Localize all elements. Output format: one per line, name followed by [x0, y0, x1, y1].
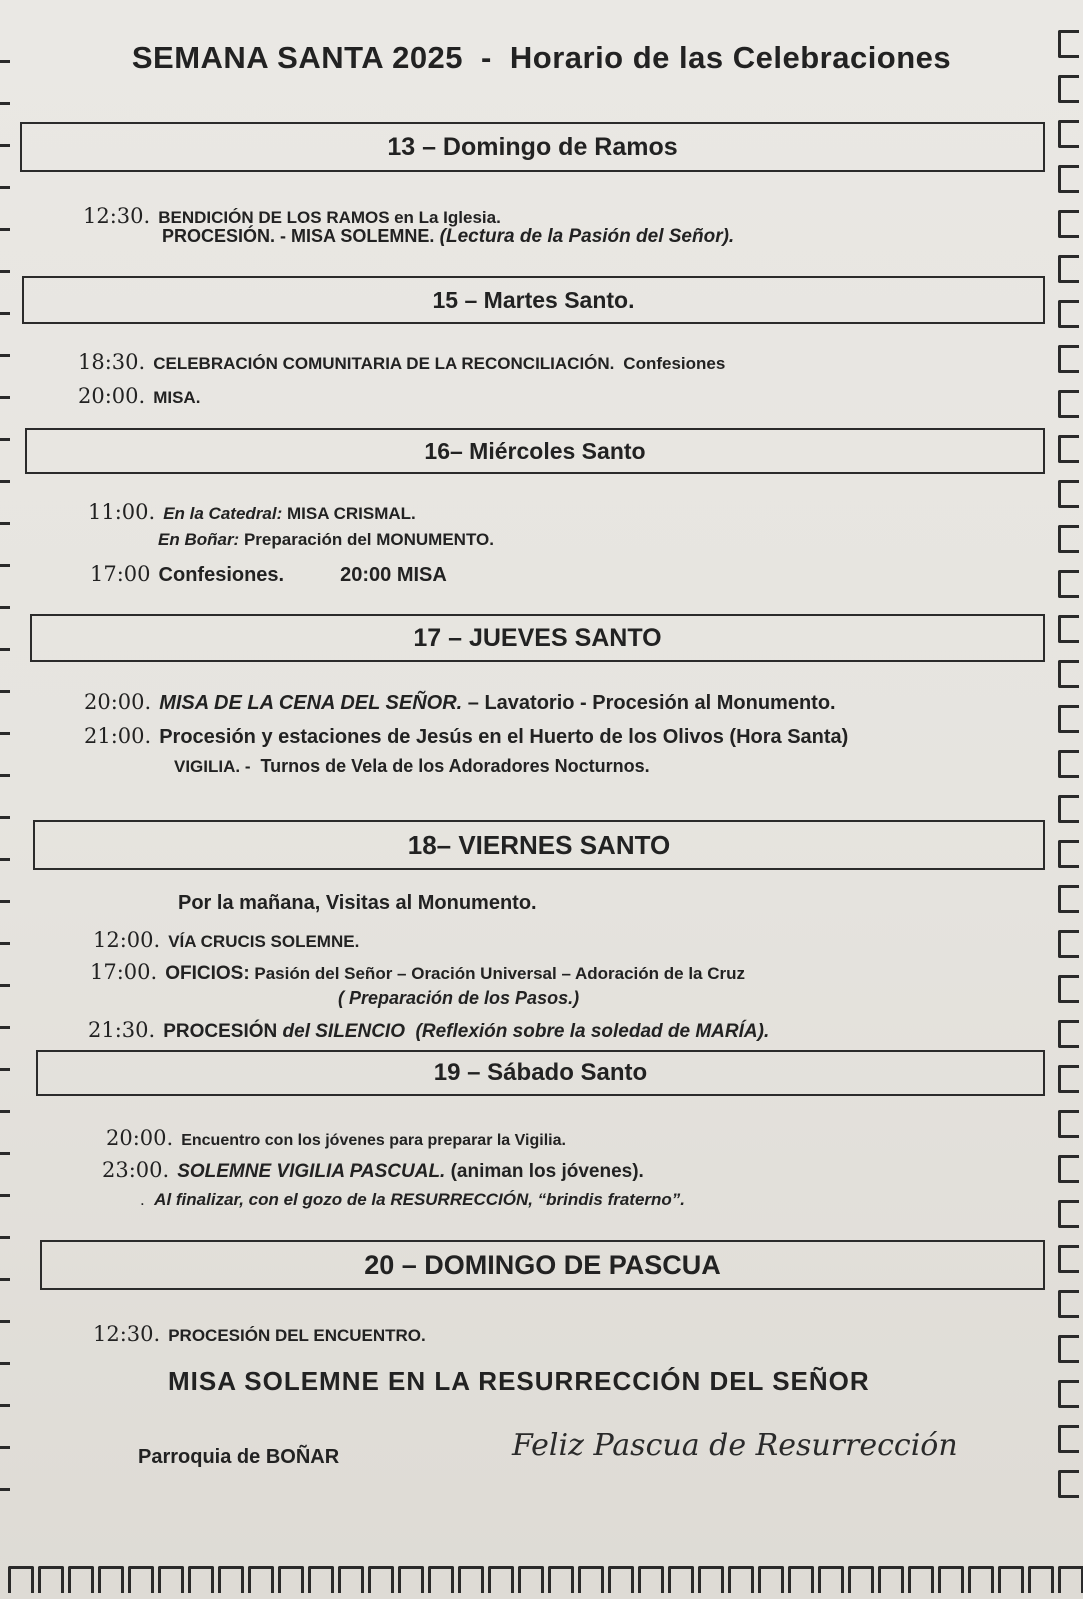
day-heading-16: 16– Miércoles Santo — [25, 428, 1045, 474]
time: 20:00. — [84, 690, 152, 714]
binding-ring — [0, 1278, 10, 1281]
binding-ring — [1058, 165, 1079, 193]
binding-ring — [548, 1566, 574, 1593]
day-heading-13: 13 – Domingo de Ramos — [20, 122, 1045, 172]
binding-ring — [1058, 975, 1079, 1003]
d15-line2 — [78, 384, 200, 408]
d18-line3 — [338, 988, 579, 1009]
binding-ring — [1058, 660, 1079, 688]
binding-ring — [0, 396, 10, 399]
event-text: Preparación del MONUMENTO. — [243, 530, 494, 549]
event-note: (Lectura de la Pasión del Señor). — [439, 226, 735, 247]
binding-ring — [608, 1566, 634, 1593]
d18-line0 — [178, 892, 537, 915]
binding-ring — [848, 1566, 874, 1593]
day-heading-17: 17 – JUEVES SANTO — [30, 614, 1045, 662]
binding-ring — [668, 1566, 694, 1593]
d18-line1 — [93, 928, 359, 952]
binding-rings-left — [0, 0, 14, 1520]
binding-ring — [38, 1566, 64, 1593]
binding-ring — [0, 1110, 10, 1113]
binding-ring — [0, 732, 10, 735]
binding-ring — [0, 1194, 10, 1197]
binding-ring — [0, 480, 10, 483]
binding-ring — [518, 1566, 544, 1593]
binding-ring — [1058, 255, 1079, 283]
binding-ring — [0, 1026, 10, 1029]
time: 12:00. — [93, 928, 161, 952]
parish-name: Parroquia de BOÑAR — [138, 1446, 340, 1468]
d15-line1 — [78, 350, 725, 374]
binding-ring — [278, 1566, 304, 1593]
binding-ring — [0, 1362, 10, 1365]
binding-ring — [0, 1152, 10, 1155]
d19-line3: . Al finalizar, con el gozo de la RESURRECCIÓN, “brindis fraterno”. — [140, 1190, 686, 1209]
binding-ring — [758, 1566, 784, 1593]
event-text: OFICIOS: — [165, 963, 250, 984]
binding-ring — [1058, 525, 1079, 553]
day-heading-18: 18– VIERNES SANTO — [33, 820, 1045, 870]
binding-ring — [0, 1446, 10, 1449]
d17-line3 — [174, 756, 650, 777]
event-place: En la Catedral: — [163, 504, 283, 523]
binding-ring — [0, 1404, 10, 1407]
event-text: MISA DE LA CENA DEL SEÑOR. — [159, 692, 463, 714]
d19-line2 — [102, 1158, 644, 1183]
binding-ring — [0, 690, 10, 693]
d16-line3 — [90, 562, 447, 587]
binding-ring — [1058, 570, 1079, 598]
binding-ring — [1058, 1155, 1079, 1183]
binding-ring — [1058, 390, 1079, 418]
binding-ring — [578, 1566, 604, 1593]
binding-ring — [1058, 1110, 1079, 1138]
binding-ring — [1058, 1245, 1079, 1273]
binding-ring — [188, 1566, 214, 1593]
binding-ring — [1058, 120, 1079, 148]
binding-ring — [368, 1566, 394, 1593]
binding-ring — [1058, 1200, 1079, 1228]
day-heading-15: 15 – Martes Santo. — [22, 276, 1045, 324]
binding-ring — [1058, 840, 1079, 868]
event-note: (Reflexión sobre la soledad de MARÍA). — [415, 1021, 770, 1042]
day-heading-20: 20 – DOMINGO DE PASCUA — [40, 1240, 1045, 1290]
event-note: Pasión del Señor – Oración Universal – Adoración de la Cruz — [254, 964, 746, 983]
binding-ring — [1058, 930, 1079, 958]
title-right: Horario de las Celebraciones — [509, 40, 952, 75]
event-place: en La Iglesia. — [394, 208, 501, 227]
binding-ring — [1058, 615, 1079, 643]
binding-ring — [1058, 75, 1079, 103]
event-text: PROCESIÓN DEL ENCUENTRO. — [168, 1326, 426, 1345]
binding-ring — [998, 1566, 1024, 1593]
binding-ring — [0, 816, 10, 819]
binding-ring — [398, 1566, 424, 1593]
binding-ring — [1058, 885, 1079, 913]
title-left: SEMANA SANTA 2025 — [131, 40, 464, 75]
event-text: Procesión y estaciones de Jesús en el Huerto de los Olivos (Hora Santa) — [159, 726, 849, 748]
binding-ring — [1058, 1380, 1079, 1408]
binding-ring — [1058, 480, 1079, 508]
event-note: ( Preparación de los Pasos.) — [338, 988, 580, 1008]
binding-ring — [698, 1566, 724, 1593]
binding-ring — [0, 606, 10, 609]
binding-ring — [788, 1566, 814, 1593]
footer-greeting: Feliz Pascua de Resurrección — [512, 1428, 958, 1463]
time: 17:00 — [90, 562, 151, 586]
d18-line2 — [90, 960, 745, 985]
binding-ring — [0, 984, 10, 987]
binding-ring — [248, 1566, 274, 1593]
event-text: Confesiones. — [158, 564, 285, 586]
binding-ring — [1058, 1470, 1079, 1498]
d20-line2 — [168, 1366, 870, 1397]
binding-ring — [0, 354, 10, 357]
binding-ring — [1058, 1566, 1083, 1593]
d16-line2 — [158, 530, 494, 550]
binding-ring — [0, 1068, 10, 1071]
binding-ring — [218, 1566, 244, 1593]
time: 20:00. — [106, 1126, 174, 1150]
event-text: MISA SOLEMNE EN LA RESURRECCIÓN DEL SEÑOR — [168, 1366, 870, 1396]
event-place: En Boñar: — [158, 530, 240, 549]
binding-ring — [1058, 1065, 1079, 1093]
time: 11:00. — [88, 500, 156, 524]
binding-ring — [458, 1566, 484, 1593]
binding-ring — [0, 858, 10, 861]
page-title — [0, 40, 1083, 76]
binding-ring — [0, 648, 10, 651]
binding-ring — [0, 144, 10, 147]
binding-ring — [0, 774, 10, 777]
binding-ring — [818, 1566, 844, 1593]
d19-line1 — [106, 1126, 566, 1150]
binding-ring — [1058, 750, 1079, 778]
title-separator: - — [481, 40, 492, 75]
binding-ring — [0, 270, 10, 273]
event-text: CELEBRACIÓN COMUNITARIA DE LA RECONCILIACIÓN. — [153, 354, 615, 373]
event-text: VIGILIA. - — [174, 757, 251, 776]
event-text: MISA. — [153, 388, 201, 407]
event-note: – Lavatorio - Procesión al Monumento. — [467, 692, 836, 714]
binding-ring — [968, 1566, 994, 1593]
binding-ring — [0, 1488, 10, 1491]
event-text: BENDICIÓN DE LOS RAMOS — [158, 208, 390, 227]
event-text: PROCESIÓN — [163, 1021, 278, 1042]
binding-rings-right — [1053, 0, 1083, 1520]
binding-ring — [908, 1566, 934, 1593]
binding-ring — [0, 438, 10, 441]
binding-ring — [1058, 210, 1079, 238]
time: 18:30. — [78, 350, 146, 374]
event-text: VÍA CRUCIS SOLEMNE. — [168, 932, 360, 951]
day-heading-19: 19 – Sábado Santo — [36, 1050, 1045, 1096]
footer-parish — [138, 1446, 339, 1469]
d17-line1 — [84, 690, 836, 715]
binding-ring — [0, 1236, 10, 1239]
binding-ring — [0, 228, 10, 231]
binding-ring — [158, 1566, 184, 1593]
event-text: PROCESIÓN. - MISA SOLEMNE. — [162, 226, 435, 246]
time: 17:00. — [90, 960, 158, 984]
binding-ring — [878, 1566, 904, 1593]
binding-ring — [0, 312, 10, 315]
event-text: MISA — [396, 564, 447, 586]
binding-ring — [1058, 1020, 1079, 1048]
d13-line2 — [162, 226, 734, 248]
binding-ring — [728, 1566, 754, 1593]
event-text: SOLEMNE VIGILIA PASCUAL. — [177, 1161, 446, 1182]
time: 21:00. — [84, 724, 152, 748]
binding-ring — [638, 1566, 664, 1593]
binding-ring — [1058, 345, 1079, 373]
binding-ring — [1058, 705, 1079, 733]
binding-ring — [1058, 435, 1079, 463]
event-note: (animan los jóvenes). — [450, 1161, 644, 1182]
binding-ring — [0, 942, 10, 945]
binding-ring — [1058, 1290, 1079, 1318]
binding-ring — [0, 1320, 10, 1323]
binding-ring — [0, 564, 10, 567]
binding-ring — [98, 1566, 124, 1593]
binding-ring — [938, 1566, 964, 1593]
binding-ring — [1058, 1335, 1079, 1363]
d16-line1 — [88, 500, 416, 524]
binding-ring — [428, 1566, 454, 1593]
time: 12:30. — [83, 204, 151, 228]
d20-line1 — [93, 1322, 426, 1346]
event-note: Turnos de Vela de los Adoradores Nocturnos. — [260, 756, 650, 776]
binding-ring — [8, 1566, 34, 1593]
binding-ring — [128, 1566, 154, 1593]
time: 21:30. — [88, 1018, 156, 1042]
time: 20:00. — [78, 384, 146, 408]
binding-ring — [0, 102, 10, 105]
binding-ring — [488, 1566, 514, 1593]
binding-ring — [338, 1566, 364, 1593]
event-text: Por la mañana, Visitas al Monumento. — [178, 892, 537, 914]
time: 23:00. — [102, 1158, 170, 1182]
event-note: Al finalizar, con el gozo de la RESURRECCIÓN, “brindis fraterno”. — [154, 1190, 686, 1209]
d18-line4 — [88, 1018, 769, 1043]
binding-ring — [1058, 300, 1079, 328]
binding-ring — [68, 1566, 94, 1593]
binding-ring — [1058, 795, 1079, 823]
binding-ring — [1028, 1566, 1054, 1593]
binding-ring — [0, 186, 10, 189]
binding-ring — [1058, 1425, 1079, 1453]
time: 12:30. — [93, 1322, 161, 1346]
time: 20:00 — [340, 564, 392, 586]
event-text: MISA CRISMAL. — [286, 504, 416, 523]
binding-ring — [0, 900, 10, 903]
binding-ring — [0, 522, 10, 525]
d17-line2 — [84, 724, 848, 749]
event-text: del SILENCIO — [282, 1021, 405, 1042]
event-note: Confesiones — [623, 354, 726, 373]
event-text: Encuentro con los jóvenes para preparar la Vigilia. — [181, 1132, 566, 1149]
binding-rings-bottom — [0, 1549, 1083, 1599]
binding-ring — [308, 1566, 334, 1593]
d13-line1 — [83, 204, 501, 228]
